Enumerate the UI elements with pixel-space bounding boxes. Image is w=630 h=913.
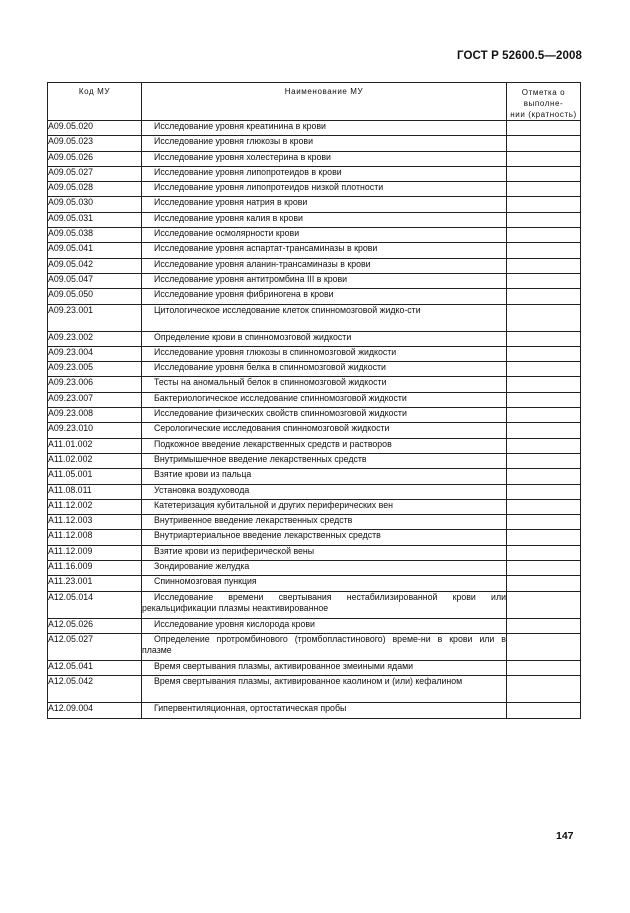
table-row (48, 545, 581, 560)
row-mark-cell[interactable] (507, 258, 581, 273)
row-name (142, 362, 507, 377)
row-mark-cell[interactable] (507, 561, 581, 576)
row-code: A12.09.004 (48, 703, 142, 718)
row-name-text: Исследование уровня кислорода крови (154, 618, 315, 629)
table-row (48, 121, 581, 136)
row-code: A09.05.041 (48, 243, 142, 258)
row-code: A09.05.027 (48, 166, 142, 181)
row-name-text: Исследование осмолярности крови (154, 228, 300, 239)
row-code: A09.05.042 (48, 258, 142, 273)
row-code: A11.23.001 (48, 576, 142, 591)
row-name-text: Исследование уровня белка в спинномозговой жидкости (154, 362, 386, 373)
row-code: A11.16.009 (48, 561, 142, 576)
column-header-mark-line2: нии (кратность) (510, 110, 577, 119)
row-mark-cell[interactable] (507, 362, 581, 377)
row-code: A11.02.002 (48, 453, 142, 468)
table-row (48, 576, 581, 591)
table-header-row (48, 83, 581, 121)
row-mark-cell[interactable] (507, 530, 581, 545)
table-row (48, 438, 581, 453)
row-code: A12.05.027 (48, 633, 142, 660)
row-name-text: Исследование уровня антитромбина III в крови (154, 273, 348, 284)
row-name (142, 499, 507, 514)
row-name-text: Определение протромбинового (тромбопластинового) време-ни в крови или в плазме (142, 633, 506, 656)
row-name (142, 438, 507, 453)
row-name (142, 182, 507, 197)
table-row (48, 515, 581, 530)
table-row (48, 423, 581, 438)
row-code: A11.12.002 (48, 499, 142, 514)
table-row (48, 633, 581, 660)
row-name-text: Исследование уровня креатинина в крови (154, 121, 326, 131)
row-code: A11.01.002 (48, 438, 142, 453)
row-name-text: Исследование уровня фибриногена в крови (154, 289, 334, 300)
row-name-text: Внутривенное введение лекарственных средств (154, 515, 353, 526)
row-name (142, 408, 507, 423)
row-name (142, 660, 507, 675)
row-name (142, 469, 507, 484)
table-row (48, 499, 581, 514)
table-row (48, 151, 581, 166)
row-name (142, 136, 507, 151)
row-name-text: Катетеризация кубитальной и других периферических вен (154, 499, 393, 510)
row-mark-cell[interactable] (507, 438, 581, 453)
table-row (48, 392, 581, 407)
table-row (48, 362, 581, 377)
row-name-text: Спинномозговая пункция (154, 576, 257, 587)
table-row (48, 258, 581, 273)
row-code: A12.05.014 (48, 591, 142, 618)
row-name-text: Исследование уровня аспартат-трансаминазы в крови (154, 243, 378, 254)
row-mark-cell[interactable] (507, 197, 581, 212)
row-code: A11.05.001 (48, 469, 142, 484)
row-name-text: Исследование уровня натрия в крови (154, 197, 308, 208)
table-row (48, 197, 581, 212)
table-row (48, 660, 581, 675)
row-code: A09.23.004 (48, 346, 142, 361)
row-code: A11.08.011 (48, 484, 142, 499)
table-row (48, 453, 581, 468)
row-name (142, 576, 507, 591)
row-code: A11.12.003 (48, 515, 142, 530)
row-mark-cell[interactable] (507, 243, 581, 258)
row-name-text: Исследование уровня липопротеидов низкой плотности (154, 182, 384, 193)
row-name (142, 530, 507, 545)
row-mark-cell[interactable] (507, 346, 581, 361)
row-code: A09.05.026 (48, 151, 142, 166)
row-code: A09.23.008 (48, 408, 142, 423)
row-code: A09.05.028 (48, 182, 142, 197)
row-code: A12.05.041 (48, 660, 142, 675)
table-row (48, 469, 581, 484)
document-standard-header: ГОСТ Р 52600.5—2008 (457, 50, 582, 62)
row-name (142, 228, 507, 243)
row-mark-cell[interactable] (507, 676, 581, 703)
table-row (48, 591, 581, 618)
row-mark-cell[interactable] (507, 618, 581, 633)
row-name (142, 197, 507, 212)
row-name-text: Исследование времени свертывания нестабилизированной крови или рекальцификации плазмы неактивированное (142, 591, 506, 614)
table-row (48, 212, 581, 227)
row-name (142, 273, 507, 288)
table-row (48, 331, 581, 346)
row-name (142, 633, 507, 660)
row-name (142, 676, 507, 703)
table-row (48, 273, 581, 288)
row-mark-cell[interactable] (507, 515, 581, 530)
row-name-text: Исследование уровня липопротеидов в крови (154, 166, 342, 177)
row-name-text: Бактериологическое исследование спинномозговой жидкости (154, 392, 407, 403)
row-mark-cell[interactable] (507, 331, 581, 346)
row-mark-cell[interactable] (507, 151, 581, 166)
row-mark-cell[interactable] (507, 484, 581, 499)
row-name (142, 392, 507, 407)
row-name-text: Исследование уровня глюкозы в спинномозговой жидкости (154, 346, 397, 357)
row-name-text: Подкожное введение лекарственных средств и растворов (154, 438, 392, 449)
row-mark-cell[interactable] (507, 136, 581, 151)
row-name-text: Цитологическое исследование клеток спинномозговой жидко-сти (154, 304, 421, 315)
row-name (142, 331, 507, 346)
column-header-code: Код МУ (48, 83, 142, 121)
row-mark-cell[interactable] (507, 576, 581, 591)
row-name (142, 243, 507, 258)
table-row (48, 304, 581, 331)
row-name (142, 377, 507, 392)
row-name (142, 212, 507, 227)
row-name-text: Внутримышечное введение лекарственных средств (154, 453, 367, 464)
row-name-text: Время свертывания плазмы, активированное змеиными ядами (154, 660, 414, 671)
table-row (48, 703, 581, 718)
row-mark-cell[interactable] (507, 392, 581, 407)
row-mark-cell[interactable] (507, 453, 581, 468)
row-code: A09.05.030 (48, 197, 142, 212)
row-code: A09.23.006 (48, 377, 142, 392)
row-name (142, 484, 507, 499)
row-name (142, 453, 507, 468)
row-mark-cell[interactable] (507, 469, 581, 484)
table-row (48, 484, 581, 499)
row-mark-cell[interactable] (507, 166, 581, 181)
row-code: A09.05.047 (48, 273, 142, 288)
row-code: A12.05.042 (48, 676, 142, 703)
row-name-text: Исследование уровня глюкозы в крови (154, 136, 314, 147)
row-mark-cell[interactable] (507, 304, 581, 331)
row-name (142, 545, 507, 560)
row-code: A11.12.009 (48, 545, 142, 560)
row-mark-cell[interactable] (507, 228, 581, 243)
row-mark-cell[interactable] (507, 377, 581, 392)
row-mark-cell[interactable] (507, 182, 581, 197)
table-row (48, 228, 581, 243)
row-name-text: Взятие крови из периферической вены (154, 545, 315, 556)
table-row (48, 618, 581, 633)
row-name (142, 346, 507, 361)
row-code: A12.05.026 (48, 618, 142, 633)
column-header-mark-line1: Отметка о выполне- (521, 88, 566, 108)
services-table (47, 82, 581, 719)
row-name (142, 618, 507, 633)
row-mark-cell[interactable] (507, 703, 581, 718)
column-header-name: Наименование МУ (142, 83, 507, 121)
row-code: A09.05.020 (48, 121, 142, 136)
table-row (48, 166, 581, 181)
row-code: A09.05.038 (48, 228, 142, 243)
row-name-text: Гипервентиляционная, ортостатическая пробы (154, 703, 347, 714)
row-name-text: Исследование уровня холестерина в крови (154, 151, 331, 162)
row-name-text: Время свертывания плазмы, активированное каолином и (или) кефалином (154, 676, 463, 687)
table-row (48, 377, 581, 392)
row-name-text: Взятие крови из пальца (154, 469, 252, 480)
row-mark-cell[interactable] (507, 273, 581, 288)
row-name (142, 151, 507, 166)
table-row (48, 182, 581, 197)
row-mark-cell[interactable] (507, 499, 581, 514)
row-name-text: Внутриартериальное введение лекарственных средств (154, 530, 381, 541)
row-mark-cell[interactable] (507, 121, 581, 136)
column-header-mark (507, 83, 581, 121)
page-number: 147 (556, 830, 574, 842)
row-code: A09.23.010 (48, 423, 142, 438)
row-name-text: Исследование физических свойств спинномозговой жидкости (154, 408, 407, 419)
row-code: A09.05.031 (48, 212, 142, 227)
row-name (142, 121, 507, 136)
row-code: A09.23.005 (48, 362, 142, 377)
row-name (142, 423, 507, 438)
row-name (142, 289, 507, 304)
row-code: A09.23.001 (48, 304, 142, 331)
table-row (48, 561, 581, 576)
row-name-text: Исследование уровня калия в крови (154, 212, 303, 223)
row-mark-cell[interactable] (507, 591, 581, 618)
table-row (48, 346, 581, 361)
table-row (48, 289, 581, 304)
row-name (142, 591, 507, 618)
row-code: A09.23.007 (48, 392, 142, 407)
row-code: A09.05.050 (48, 289, 142, 304)
row-name-text: Определение крови в спинномозговой жидкости (154, 331, 352, 342)
row-mark-cell[interactable] (507, 289, 581, 304)
row-name (142, 304, 507, 331)
row-name (142, 703, 507, 718)
table-row (48, 530, 581, 545)
row-name-text: Серологические исследования спинномозговой жидкости (154, 423, 390, 434)
row-name-text: Зондирование желудка (154, 561, 250, 572)
row-code: A11.12.008 (48, 530, 142, 545)
row-name (142, 561, 507, 576)
row-mark-cell[interactable] (507, 408, 581, 423)
table-row (48, 676, 581, 703)
row-name (142, 515, 507, 530)
table-row (48, 408, 581, 423)
row-mark-cell[interactable] (507, 545, 581, 560)
row-mark-cell[interactable] (507, 633, 581, 660)
row-name-text: Исследование уровня аланин-трансаминазы в крови (154, 258, 371, 269)
row-mark-cell[interactable] (507, 212, 581, 227)
row-name-text: Установка воздуховода (154, 484, 250, 495)
row-name-text: Тесты на аномальный белок в спинномозговой жидкости (154, 377, 387, 388)
row-mark-cell[interactable] (507, 660, 581, 675)
table-row (48, 243, 581, 258)
table-row (48, 136, 581, 151)
row-mark-cell[interactable] (507, 423, 581, 438)
row-name (142, 258, 507, 273)
row-code: A09.05.023 (48, 136, 142, 151)
row-name (142, 166, 507, 181)
row-code: A09.23.002 (48, 331, 142, 346)
